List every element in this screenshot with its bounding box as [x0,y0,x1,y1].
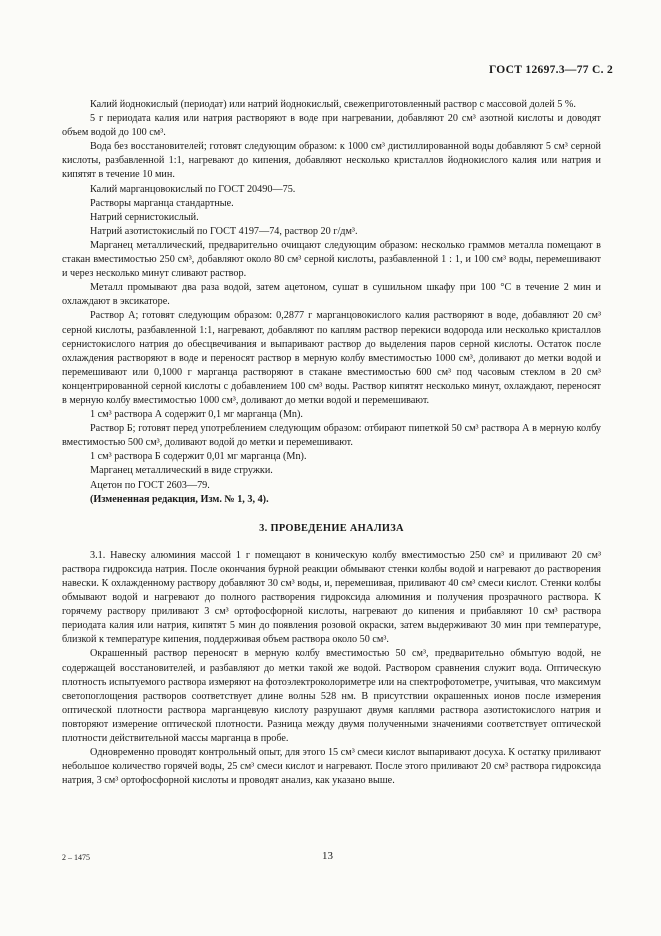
paragraph: Марганец металлический в виде стружки. [90,465,273,477]
paragraph: Растворы марганца стандартные. [90,197,234,209]
edition-note: (Измененная редакция, Изм. № 1, 3, 4). [90,493,269,505]
paragraph: Раствор А; готовят следующим образом: 0,2877 г марганцовокислого калия растворяют в воде, добавляют 20 см³ серной кислоты, разбавленной 1:1, нагревают, добавляют по каплям раствор перекиси водорода или несколько кристаллов сернистокислого натрия до обесцвечивания и выпаривают раствор до выделения паров серной кислоты. Остаток после охлаждения растворяют в воде и переносят раствор в мерную колбу вместимостью 1000 см³, доливают до метки водой и перемешивают или 0,1000 г марганца растворяют в стакане вместимостью 600 см³ под часовым стеклом в 20 см³ концентрированной серной кислоты с добавлением 100 см³ воды. Раствор кипятят несколько минут, охлаждают, переносят в мерную колбу вместимостью 1000 см³, доливают до метки водой и перемешивают. [62,310,601,406]
paragraph: 1 см³ раствора А содержит 0,1 мг марганца (Mn). [90,409,303,421]
page-header: ГОСТ 12697.3—77 С. 2 [488,64,613,76]
paragraph: Раствор Б; готовят перед употреблением следующим образом: отбирают пипеткой 50 см³ раствора А в мерную колбу вместимостью 500 см³, доливают водой до метки и перемешивают. [62,423,601,449]
paragraph: Вода без восстановителей; готовят следующим образом: к 1000 см³ дистиллированной воды добавляют 5 см³ серной кислоты, разбавленной 1:1, нагревают до кипения, добавляют несколько кристаллов йоднокислого калия или натрия и кипятят в течение 10 мин. [62,141,601,181]
paragraph: Одновременно проводят контрольный опыт, для этого 15 см³ смеси кислот выпаривают досуха. К остатку приливают небольшое количество горячей воды, 25 см³ смеси кислот и нагревают. После этого приливают 20 см³ раствора гидроксида натрия, 3 см³ ортофосфорной кислоты и проводят анализ, как указано выше. [62,747,601,787]
paragraph: Окрашенный раствор переносят в мерную колбу вместимостью 50 см³, предварительно обмытую водой, не содержащей восстановителей, и разбавляют до метки такой же водой. Раствором сравнения служит вода. Оптическую плотность испытуемого раствора измеряют на фотоэлектроколориметре или на спектрофотометре, учитывая, что максимум светопоглощения растворов соответствует длине волны 528 нм. В присутствии окрашенных ионов после измерения оптической плотности раствора марганцевую кислоту разрушают двумя каплями раствора азотистокислого натрия и повторяют измерение оптической плотности. Разница между двумя полученными значениями соответствует оптической плотности действительной массы марганца в пробе. [62,648,601,745]
paragraph: 3.1. Навеску алюминия массой 1 г помещают в коническую колбу вместимостью 250 см³ и приливают 20 см³ раствора гидроксида натрия. После окончания бурной реакции обмывают стенки колбы водой и нагревают до растворения навески. К охлажденному раствору добавляют 30 см³ воды, и, перемешивая, приливают 40 см³ смеси кислот. Стенки колбы обмывают водой и нагревают до полного растворения гидроксида алюминия и получения прозрачного раствора. К горячему раствору приливают 3 см³ ортофосфорной кислоты, нагревают до кипения и прибавляют 10 см³ раствора периодата калия или натрия, кипятят 5 мин до появления розовой окраски, затем выдерживают 30 мин при температуре, близкой к температуре кипения, поддерживая объем раствора около 50 см³. [62,549,601,646]
paragraph: Марганец металлический, предварительно очищают следующим образом: несколько граммов металла помещают в стакан вместимостью 250 см³, добавляют около 80 см³ серной кислоты, разбавленной 1 : 1, и 100 см³ воды, перемешивают и через несколько минут сливают раствор. [62,239,601,280]
paragraph: Калий марганцовокислый по ГОСТ 20490—75. [90,183,296,195]
paragraph: Натрий азотистокислый по ГОСТ 4197—74, раствор 20 г/дм³. [90,225,358,237]
paragraph: 5 г периодата калия или натрия растворяют в воде при нагревании, добавляют 20 см³ азотной кислоты и доводят объем водой до 100 см³. [62,113,601,139]
document-body [62,98,601,788]
paragraph: Калий йоднокислый (периодат) или натрий йоднокислый, свежеприготовленный раствор с массовой долей 5 %. [90,99,576,110]
page-number: 13 [322,850,333,862]
paragraph: 1 см³ раствора Б содержит 0,01 мг марганца (Mn). [90,451,307,463]
paragraph: Металл промывают два раза водой, затем ацетоном, сушат в сушильном шкафу при 100 °С в течение 2 мин и охлаждают в эксикаторе. [62,282,601,308]
paragraph: Ацетон по ГОСТ 2603—79. [90,479,210,491]
footer-code: 2 – 1475 [62,853,90,862]
section-title: 3. ПРОВЕДЕНИЕ АНАЛИЗА [259,522,404,534]
paragraph: Натрий сернистокислый. [90,211,199,223]
